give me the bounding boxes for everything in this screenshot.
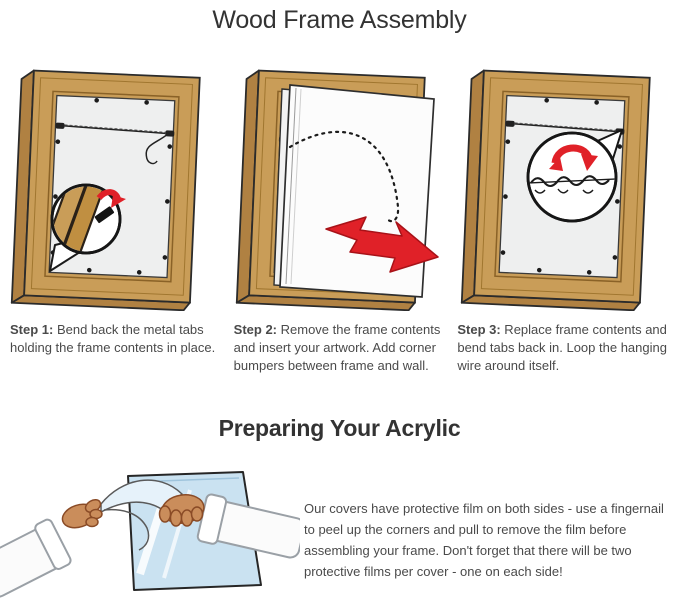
- acrylic-section-title: Preparing Your Acrylic: [218, 414, 461, 441]
- figure-step-3: [452, 59, 677, 311]
- step-2-text: Remove the frame contents and insert your artwork. Add corner bumpers between frame and wall.: [233, 322, 441, 373]
- step-1-label: Step 1:: [10, 322, 54, 337]
- step-1-text: Bend back the metal tabs holding the frame contents in place.: [10, 322, 216, 355]
- acrylic-row: [0, 452, 679, 598]
- step-3-text: Replace frame contents and bend tabs back in. Loop the hanging wire around itself.: [457, 322, 667, 373]
- assembly-section-title: Wood Frame Assembly: [212, 6, 467, 34]
- frame-contents-removal-illustration: [230, 59, 450, 311]
- left-sleeve: [0, 518, 72, 598]
- step-3-caption: [457, 321, 669, 375]
- left-hand: [59, 497, 102, 531]
- hands-peeling-film-illustration: [0, 452, 300, 598]
- step-2-label: Step 2:: [233, 322, 278, 337]
- step-2-caption: [234, 321, 446, 375]
- acrylic-paragraph: Our covers have protective film on both sides - use a fingernail to peel up the corners and pull to remove the film before assembling your frame. Don't forget that there will be two protective films per cover - one on each side!: [304, 500, 664, 579]
- assembly-captions-row: [0, 321, 679, 375]
- step-3-label: Step 3:: [457, 322, 501, 337]
- frame-back-with-tab-detail-illustration: [5, 59, 225, 311]
- step-1-caption: [10, 321, 222, 375]
- assembly-figures-row: [0, 59, 679, 311]
- figure-step-1: [2, 59, 227, 311]
- figure-step-2: [227, 59, 452, 311]
- instruction-sheet: [0, 6, 679, 607]
- frame-wire-loop-detail-illustration: [455, 59, 675, 311]
